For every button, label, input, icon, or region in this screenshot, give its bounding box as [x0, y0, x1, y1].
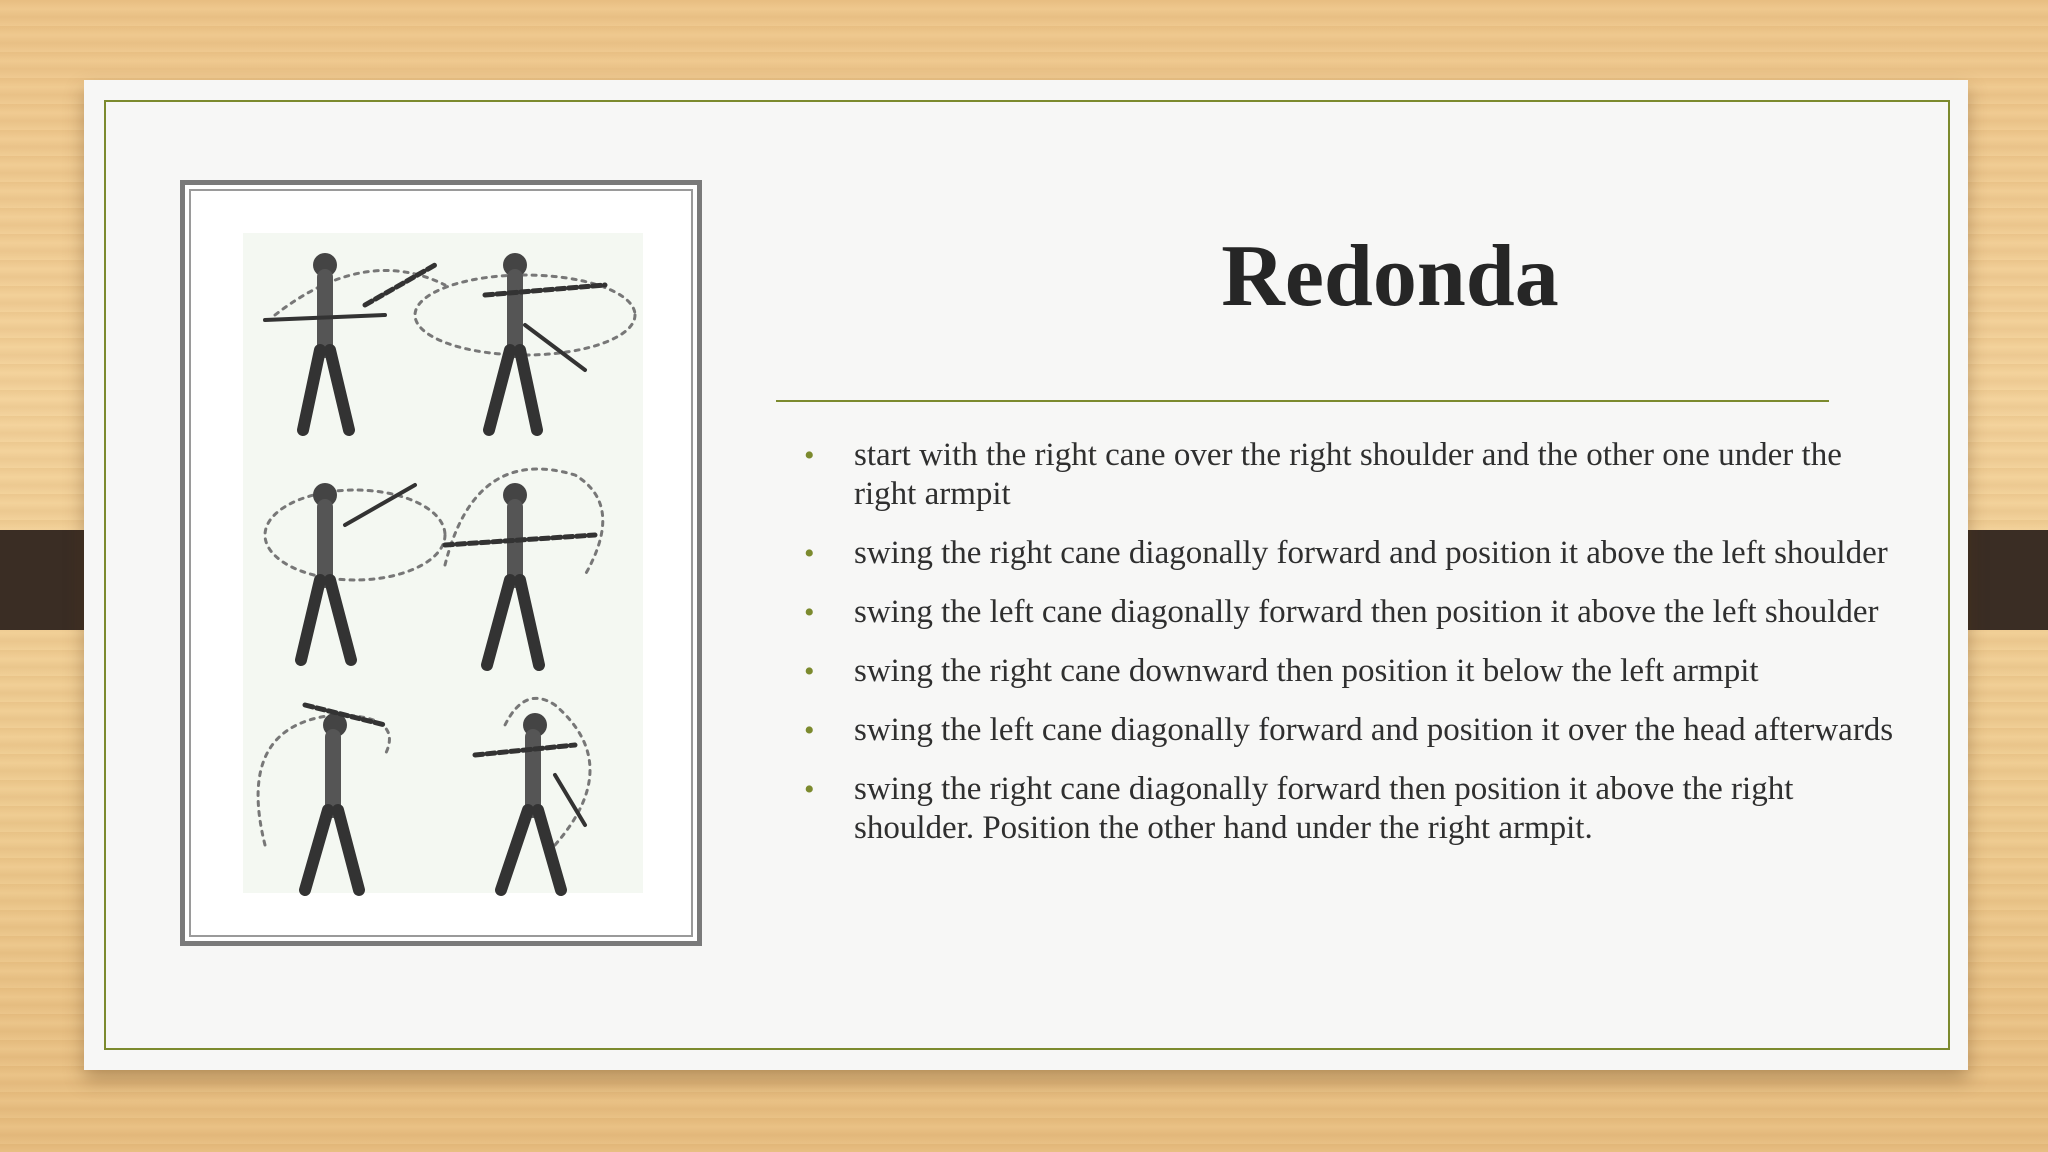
technique-illustration [180, 180, 702, 946]
bullet-dot-icon: • [804, 596, 815, 629]
bullet-dot-icon: • [804, 714, 815, 747]
bullet-text: swing the left cane diagonally forward and position it over the head afterwards [854, 712, 1894, 748]
bullet-dot-icon: • [804, 655, 815, 688]
bullet-list [796, 436, 1906, 868]
slide-card [84, 80, 1968, 1070]
slide-title: Redonda [1221, 228, 1559, 325]
bullet-text: swing the left cane diagonally forward then position it above the left shoulder [854, 594, 1879, 630]
bullet-text: swing the right cane diagonally forward then position it above the right shoulder. Position the other hand under the right armpit. [854, 771, 1794, 846]
bullet-item [796, 436, 1906, 514]
bullet-text: swing the right cane downward then position it below the left armpit [854, 653, 1759, 689]
bullet-item [796, 593, 1906, 632]
bullet-text: swing the right cane diagonally forward and position it above the left shoulder [854, 535, 1888, 571]
redonda-cane-technique-illustration-icon [185, 185, 697, 941]
bullet-item [796, 711, 1906, 750]
bullet-text: start with the right cane over the right shoulder and the other one under the right armpit [854, 437, 1842, 512]
title-divider [776, 400, 1829, 402]
bullet-dot-icon: • [804, 537, 815, 570]
bullet-item [796, 770, 1906, 848]
bullet-item [796, 534, 1906, 573]
bullet-dot-icon: • [804, 439, 815, 472]
bullet-dot-icon: • [804, 773, 815, 806]
bullet-item [796, 652, 1906, 691]
